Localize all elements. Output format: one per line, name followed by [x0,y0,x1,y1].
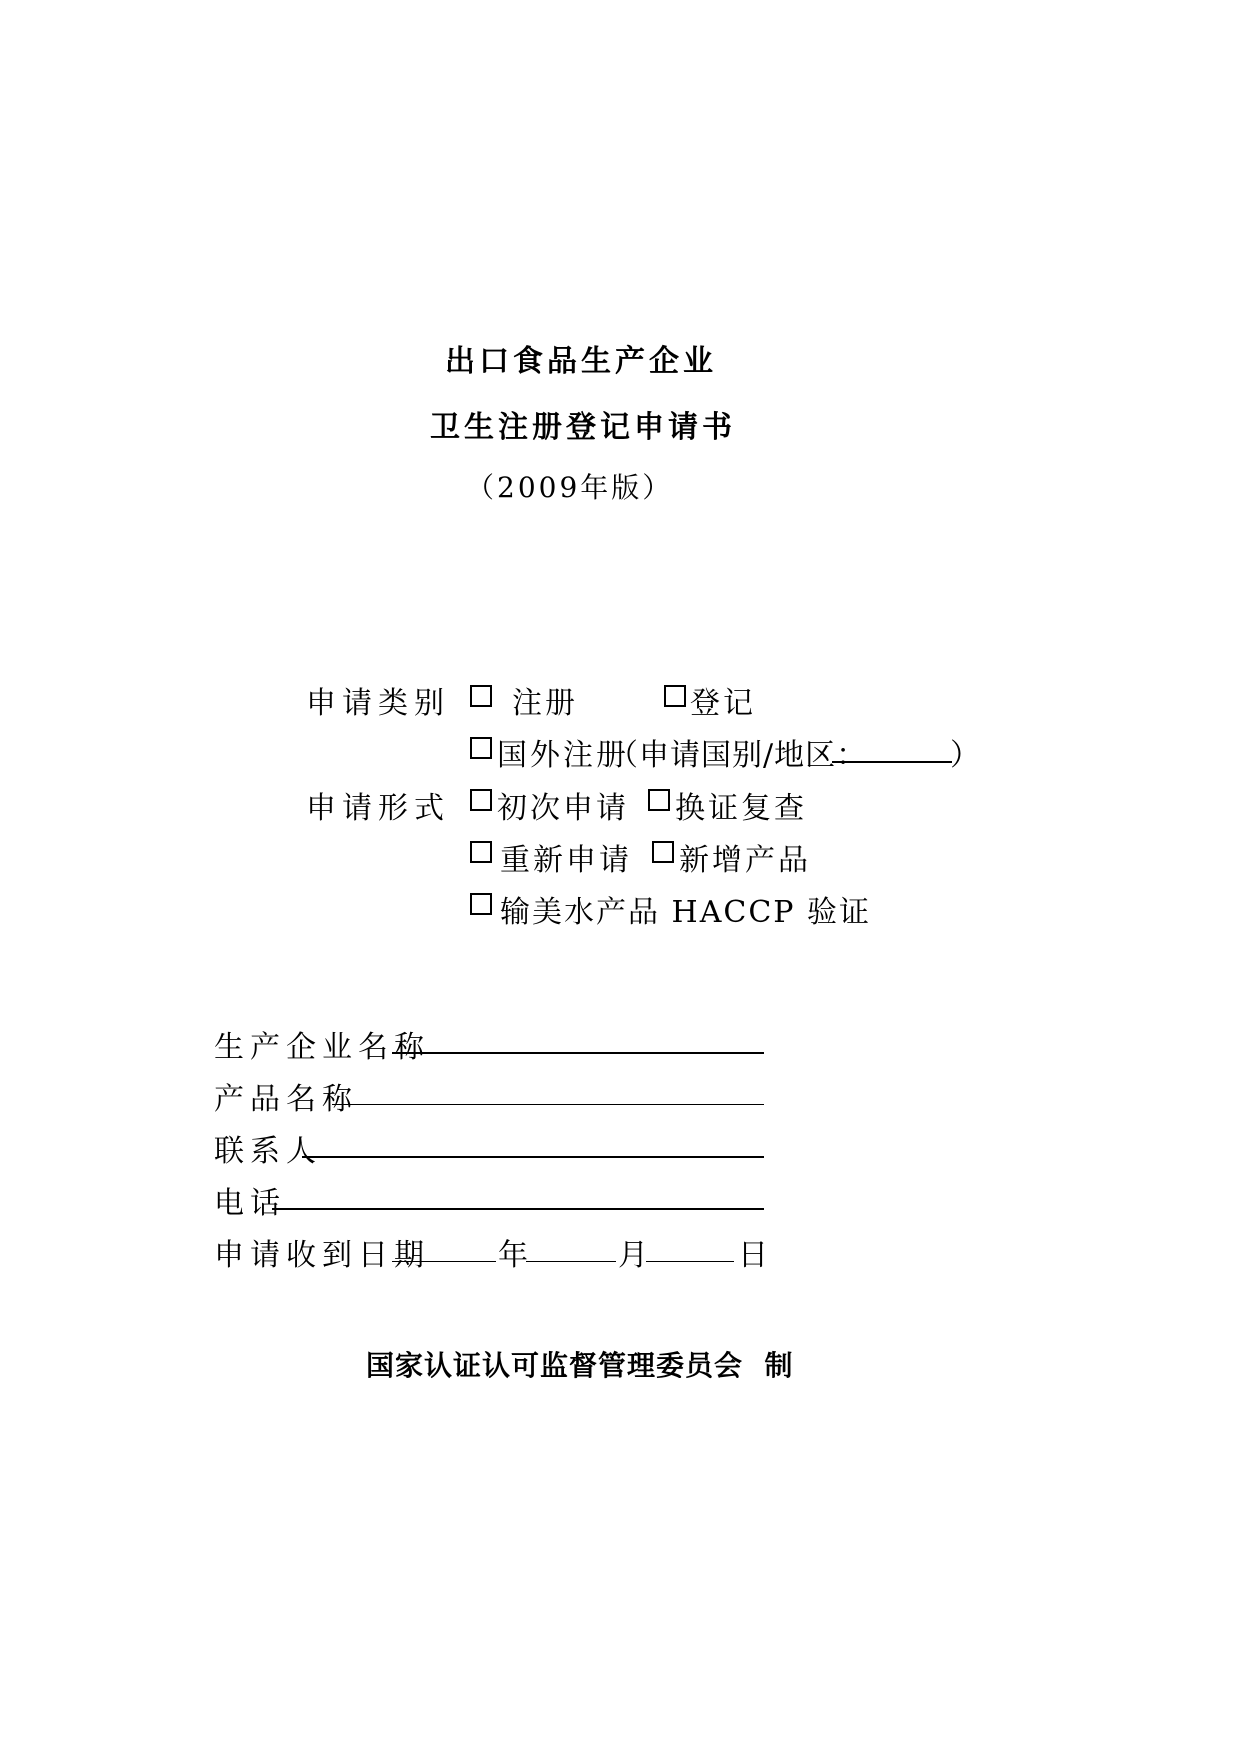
issuer-footer: 国家认证认可监督管理委员会 制 [366,1349,794,1382]
year-unit: 年 [498,1238,531,1273]
title-line-2: 卫生注册登记申请书 [430,410,736,445]
product-name-label: 产品名称 [214,1082,358,1117]
received-date-label: 申请收到日期 [214,1238,430,1273]
initial-application-label: 初次申请 [497,791,629,826]
haccp-verification-checkbox[interactable] [470,893,492,915]
title-line-1: 出口食品生产企业 [445,344,717,379]
register-option-label: 注册 [512,686,578,721]
received-year-field[interactable] [392,1261,496,1262]
phone-field[interactable] [272,1208,764,1210]
haccp-verification-label: 输美水产品 HACCP 验证 [500,895,871,930]
application-form-label: 申请形式 [306,791,450,826]
foreign-register-checkbox[interactable] [470,737,492,759]
record-option-label: 登记 [690,686,756,721]
foreign-register-option-label: 国外注册 [497,738,629,773]
phone-label: 电话 [214,1186,286,1221]
reapplication-checkbox[interactable] [470,841,492,863]
reapplication-label: 重新申请 [500,843,632,878]
renewal-review-checkbox[interactable] [648,789,670,811]
edition-label: （2009年版） [466,471,674,504]
month-unit: 月 [618,1238,651,1273]
enterprise-name-label: 生产企业名称 [214,1030,430,1065]
received-day-field[interactable] [646,1261,734,1262]
application-category-label: 申请类别 [306,686,450,721]
record-checkbox[interactable] [664,685,686,707]
product-name-field[interactable] [332,1104,764,1105]
contact-field[interactable] [302,1156,764,1158]
renewal-review-label: 换证复查 [675,791,807,826]
day-unit: 日 [738,1238,771,1273]
foreign-country-prefix: （申请国别/地区： [608,738,868,773]
foreign-country-field[interactable] [832,761,952,763]
received-month-field[interactable] [526,1261,616,1262]
register-checkbox[interactable] [470,685,492,707]
new-product-label: 新增产品 [679,843,811,878]
foreign-country-suffix: ） [950,738,983,773]
contact-label: 联系人 [214,1134,322,1169]
enterprise-name-field[interactable] [392,1052,764,1054]
initial-application-checkbox[interactable] [470,789,492,811]
new-product-checkbox[interactable] [652,841,674,863]
